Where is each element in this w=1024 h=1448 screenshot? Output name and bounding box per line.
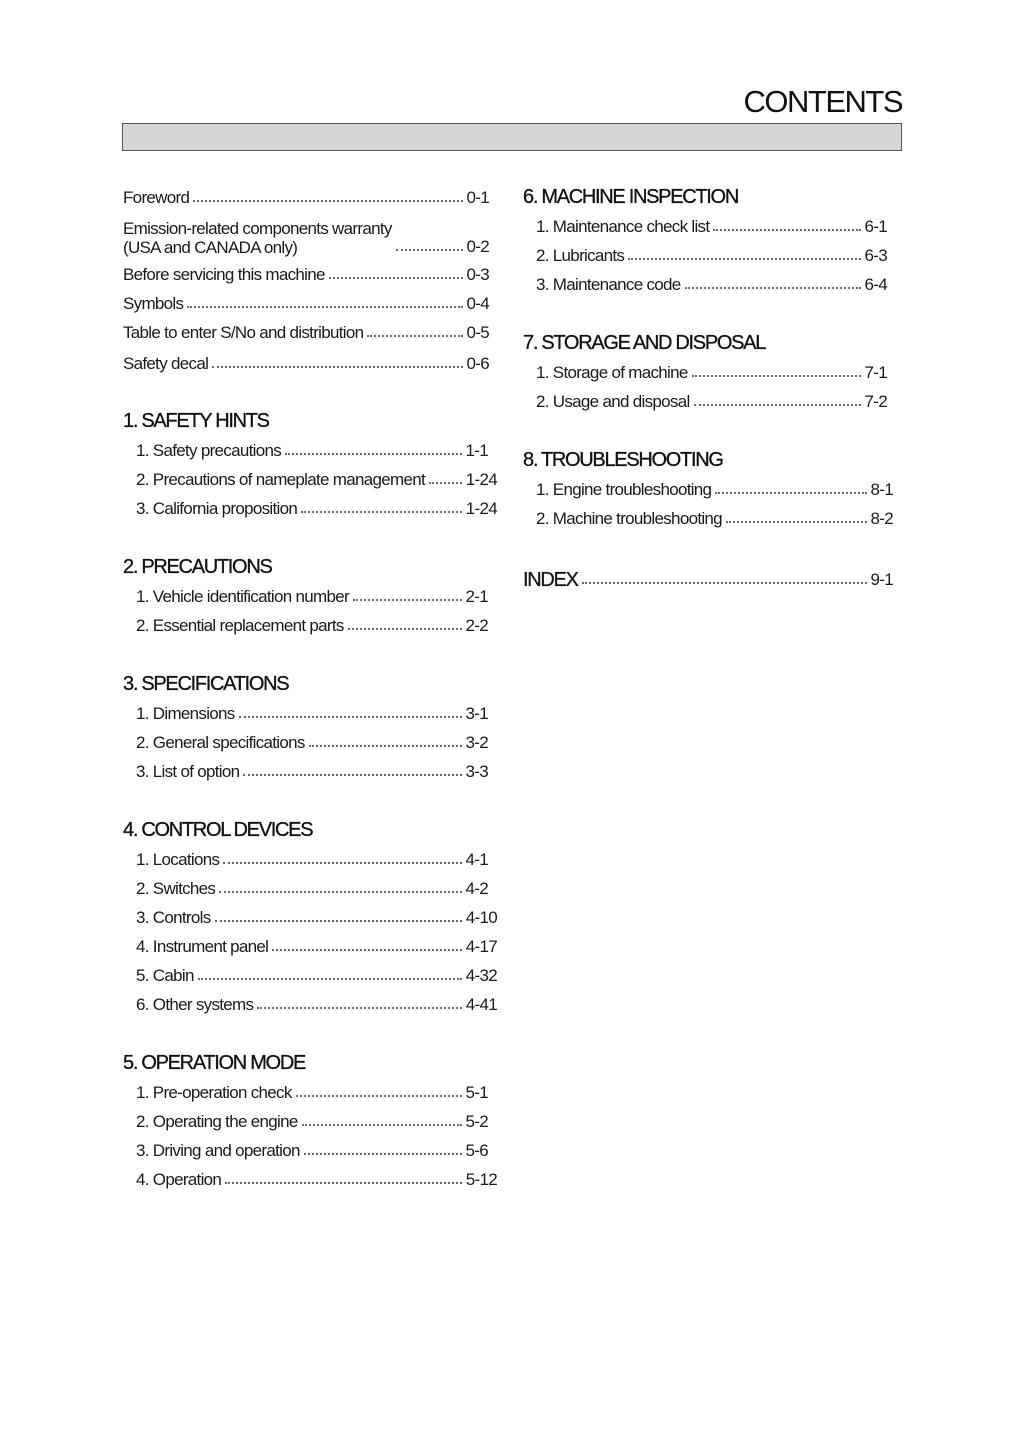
toc-entry-label: Safety decal: [123, 354, 209, 373]
dot-leader: [582, 582, 867, 584]
dot-leader: [367, 335, 462, 337]
dot-leader: [348, 628, 462, 630]
section-heading[interactable]: 3. SPECIFICATIONS: [123, 673, 289, 695]
toc-entry[interactable]: [136, 702, 488, 724]
section-heading[interactable]: 6. MACHINE INSPECTION: [523, 186, 738, 208]
toc-entry-label: 2. Switches: [136, 879, 216, 898]
dot-leader: [212, 366, 462, 368]
dot-leader: [215, 920, 462, 922]
toc-entry-label: Symbols: [123, 294, 184, 313]
toc-entry-label: 5. Cabin: [136, 966, 194, 985]
toc-entry[interactable]: [136, 468, 497, 490]
toc-entry-label: 2. Lubricants: [536, 246, 625, 265]
dot-leader: [692, 375, 861, 377]
toc-entry-page: 7-1: [864, 363, 887, 382]
toc-entry-label: 4. Operation: [136, 1170, 222, 1189]
toc-entry[interactable]: [136, 1110, 488, 1132]
toc-entry[interactable]: [536, 390, 887, 412]
toc-entry[interactable]: [536, 507, 893, 529]
toc-entry-page: 1-1: [465, 441, 488, 460]
toc-entry-page: 6-1: [864, 217, 887, 236]
toc-entry-label: 2. Precautions of nameplate management: [136, 470, 426, 489]
toc-entry-label: 1. Engine troubleshooting: [536, 480, 712, 499]
toc-entry-label: Before servicing this machine: [123, 265, 325, 284]
toc-entry-page: 6-3: [864, 246, 887, 265]
toc-entry[interactable]: [136, 585, 488, 607]
toc-entry[interactable]: [136, 439, 488, 461]
toc-entry[interactable]: [536, 215, 887, 237]
toc-entry-label: [123, 219, 392, 257]
toc-entry-label: 1. Maintenance check list: [536, 217, 710, 236]
toc-entry-index[interactable]: [523, 566, 893, 590]
dot-leader: [296, 1095, 462, 1097]
toc-entry-page: 8-1: [870, 480, 893, 499]
toc-entry-symbols[interactable]: [123, 292, 489, 314]
toc-entry-label: Table to enter S/No and distribution: [123, 323, 364, 342]
title-bar: [122, 123, 902, 151]
toc-entry[interactable]: [136, 1139, 488, 1161]
dot-leader: [694, 404, 861, 406]
toc-entry[interactable]: [136, 906, 497, 928]
toc-entry-page: 1-24: [465, 470, 497, 489]
toc-entry-page: 7-2: [864, 392, 887, 411]
section-heading[interactable]: 7. STORAGE AND DISPOSAL: [523, 332, 766, 354]
toc-entry[interactable]: [136, 993, 497, 1015]
toc-entry[interactable]: [136, 731, 488, 753]
toc-entry-label: Foreword: [123, 188, 190, 207]
toc-entry[interactable]: [536, 244, 887, 266]
toc-entry-safety-decal[interactable]: [123, 352, 489, 374]
index-heading: INDEX: [523, 569, 578, 591]
toc-entry-label: 3. List of option: [136, 762, 240, 781]
toc-entry-page: 0-1: [466, 188, 489, 207]
toc-entry-serial-table[interactable]: [123, 321, 489, 343]
dot-leader: [193, 200, 462, 202]
toc-entry-label: 3. Maintenance code: [536, 275, 681, 294]
toc-entry-page: 4-41: [465, 995, 497, 1014]
toc-entry-page: 5-12: [465, 1170, 497, 1189]
toc-entry-label: 3. Driving and operation: [136, 1141, 300, 1160]
toc-entry[interactable]: [536, 478, 893, 500]
toc-entry-page: 6-4: [864, 275, 887, 294]
toc-entry-emission-warranty[interactable]: [123, 215, 489, 257]
dot-leader: [272, 949, 462, 951]
dot-leader: [285, 453, 462, 455]
toc-entry[interactable]: [536, 361, 887, 383]
dot-leader: [628, 258, 860, 260]
section-heading[interactable]: 1. SAFETY HINTS: [123, 410, 269, 432]
toc-entry-page: 0-4: [466, 294, 489, 313]
dot-leader: [309, 745, 462, 747]
dot-leader: [187, 306, 462, 308]
dot-leader: [713, 229, 860, 231]
dot-leader: [257, 1007, 461, 1009]
section-heading[interactable]: 8. TROUBLESHOOTING: [523, 449, 723, 471]
toc-entry-label: 3. Controls: [136, 908, 211, 927]
toc-entry-label: 1. Safety precautions: [136, 441, 282, 460]
page-title: CONTENTS: [743, 84, 902, 119]
section-heading[interactable]: 5. OPERATION MODE: [123, 1052, 306, 1074]
dot-leader: [726, 521, 867, 523]
toc-entry-label: 2. Essential replacement parts: [136, 616, 344, 635]
toc-entry-page: 4-32: [465, 966, 497, 985]
dot-leader: [715, 492, 866, 494]
toc-entry-label: 1. Vehicle identification number: [136, 587, 349, 606]
toc-entry-label: 3. California proposition: [136, 499, 298, 518]
toc-entry-page: 3-2: [465, 733, 488, 752]
dot-leader: [198, 978, 462, 980]
toc-entry[interactable]: [136, 614, 488, 636]
toc-entry[interactable]: [136, 760, 488, 782]
toc-entry-page: 4-1: [465, 850, 488, 869]
toc-entry-label-line2: (USA and CANADA only): [123, 238, 298, 257]
toc-entry[interactable]: [136, 1168, 497, 1190]
toc-entry-page: 5-1: [465, 1083, 488, 1102]
toc-entry[interactable]: [136, 964, 497, 986]
toc-entry-before-servicing[interactable]: [123, 263, 489, 285]
toc-entry-page: 2-2: [465, 616, 488, 635]
dot-leader: [243, 774, 461, 776]
toc-entry-page: 3-1: [465, 704, 488, 723]
dot-leader: [304, 1153, 462, 1155]
toc-entry-label: 2. Operating the engine: [136, 1112, 298, 1131]
toc-entry[interactable]: [536, 273, 887, 295]
toc-entry-page: 0-2: [466, 237, 489, 256]
toc-entry-label: 1. Storage of machine: [536, 363, 688, 382]
dot-leader: [429, 482, 462, 484]
toc-entry-page: 4-10: [465, 908, 497, 927]
toc-entry[interactable]: [136, 877, 488, 899]
toc-entry-label: 6. Other systems: [136, 995, 254, 1014]
toc-entry-page: 8-2: [870, 509, 893, 528]
dot-leader: [223, 862, 461, 864]
toc-entry-foreword[interactable]: [123, 186, 489, 208]
toc-entry-label: 1. Locations: [136, 850, 220, 869]
toc-entry-page: 5-2: [465, 1112, 488, 1131]
toc-entry-label: 2. General specifications: [136, 733, 305, 752]
dot-leader: [301, 511, 462, 513]
toc-entry-label: 2. Machine troubleshooting: [536, 509, 722, 528]
toc-entry-page: 4-2: [465, 879, 488, 898]
dot-leader: [353, 599, 462, 601]
dot-leader: [239, 716, 462, 718]
toc-entry[interactable]: [136, 848, 488, 870]
toc-entry-page: 5-6: [465, 1141, 488, 1160]
toc-entry-label: 1. Pre-operation check: [136, 1083, 292, 1102]
toc-entry[interactable]: [136, 935, 497, 957]
dot-leader: [225, 1182, 462, 1184]
section-heading[interactable]: 4. CONTROL DEVICES: [123, 819, 313, 841]
toc-entry-page: 1-24: [465, 499, 497, 518]
toc-entry-page: 4-17: [465, 937, 497, 956]
toc-entry-page: 3-3: [465, 762, 488, 781]
toc-entry-page: 2-1: [465, 587, 488, 606]
toc-entry-label-line1: Emission-related components warranty: [123, 219, 392, 238]
toc-entry[interactable]: [136, 497, 497, 519]
dot-leader: [396, 249, 463, 251]
toc-entry-page: 0-6: [466, 354, 489, 373]
toc-entry-label: 1. Dimensions: [136, 704, 235, 723]
toc-entry-label: 2. Usage and disposal: [536, 392, 690, 411]
section-heading[interactable]: 2. PRECAUTIONS: [123, 556, 272, 578]
toc-entry[interactable]: [136, 1081, 488, 1103]
toc-entry-page: 9-1: [870, 570, 893, 589]
dot-leader: [329, 277, 463, 279]
toc-entry-page: 0-3: [466, 265, 489, 284]
toc-entry-label: 4. Instrument panel: [136, 937, 269, 956]
dot-leader: [219, 891, 461, 893]
dot-leader: [302, 1124, 462, 1126]
dot-leader: [685, 287, 861, 289]
toc-entry-page: 0-5: [466, 323, 489, 342]
